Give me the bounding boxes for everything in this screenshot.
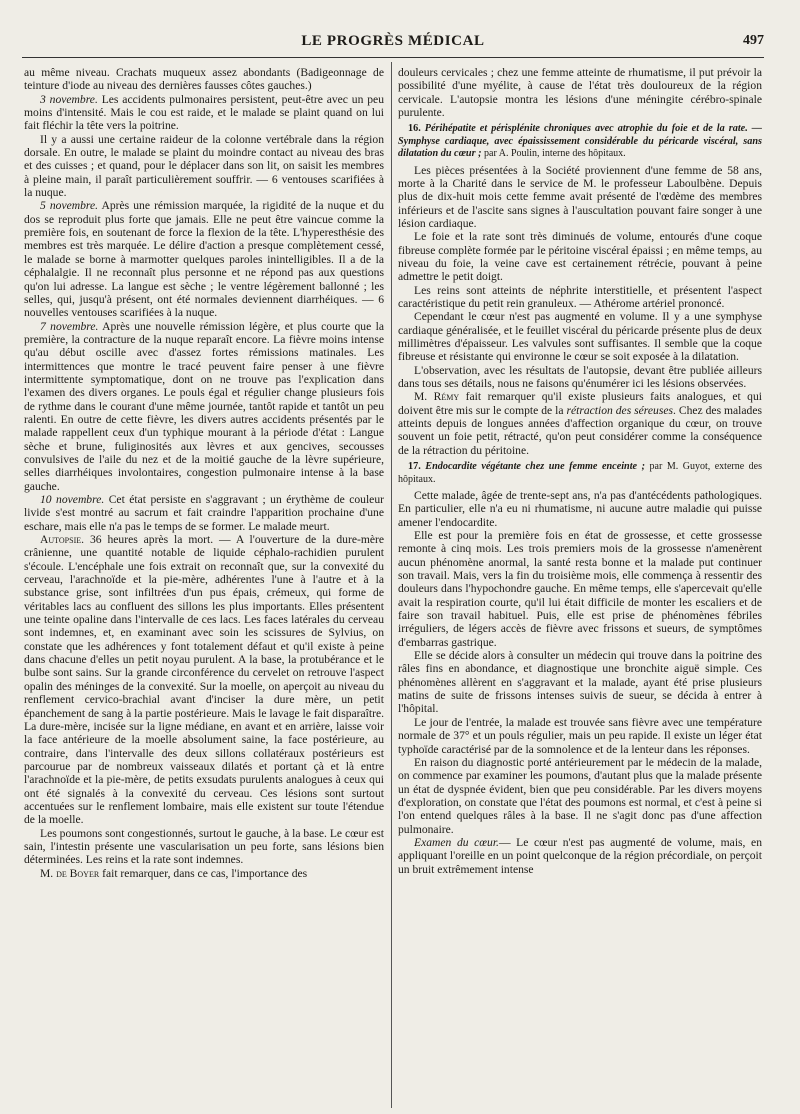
paragraph: En raison du diagnostic porté antérieurement par le médecin de la malade, on commence par examiner les poumons, d'autant plus que la malade présente un état de dyspnée évident, bien que peu considérable. Par les divers moyens d'exploration, on constate que l'état des poumons est normal, et c'est à peine si l'on entend quelques râles à la base. Il ne s'agit donc pas d'une affection pulmonaire. — [398, 755, 762, 836]
paragraph: Elle se décide alors à consulter un médecin qui trouve dans la poitrine des râles fins en abondance, et diagnostique une bronchite aiguë simple. Ces phénomènes allèrent en s'aggravant et la malade, ayant été prise plusieurs matins de suite de frissons intenses suivis de sueur, se décida à entrer à l'hôpital. — [398, 649, 762, 716]
autopsy-label: Autopsie. — [40, 533, 85, 547]
column-divider — [391, 62, 392, 1108]
speaker-name: M. de Boyer — [40, 866, 100, 880]
section-number: 16. — [408, 123, 421, 135]
section-title: Endocardite végétante chez une femme enceinte ; — [420, 461, 646, 473]
left-column — [24, 66, 384, 1106]
paragraph: Les pièces présentées à la Société proviennent d'une femme de 58 ans, morte à la Charité dans le service de M. le professeur Laboulbène. Depuis plus de dix-huit mois cette femme avait présenté de l'œdème des membres inférieurs et de l'ascite sans signes à l'auscultation pouvant faire songer à une lésion cardiaque. — [398, 163, 762, 230]
section-number: 17. — [408, 461, 421, 473]
section-title: Périhépatite et périsplénite chroniques avec atrophie du foie et de la rate. — Symphyse cardiaque, avec épaississement considérable du péricarde viscéral, sans dilatation du cœur ; — [398, 123, 762, 160]
section-heading-17 — [398, 461, 762, 486]
date-label: 7 novembre. — [40, 319, 99, 333]
paragraph — [24, 533, 384, 827]
paragraph-text: . Chez des malades atteints depuis de longues années d'affection organique du cœur, on trouve souvent un foie petit, rétracté, qu'on peut considérer comme la conséquence de la rétraction du péritoine. — [398, 403, 762, 457]
date-label: 5 novembre. — [40, 199, 99, 213]
section-heading-16 — [398, 123, 762, 160]
paragraph — [24, 493, 384, 533]
subsection-label: Examen du cœur. — [414, 835, 499, 849]
date-label: 10 novembre. — [40, 493, 105, 506]
paragraph — [398, 836, 762, 876]
paragraph — [24, 867, 384, 880]
paragraph: Cette malade, âgée de trente-sept ans, n'a pas d'antécédents pathologiques. En particulier, elle n'a eu ni rhumatisme, ni aucune autre maladie qui puisse amener l'endocardite. — [398, 488, 762, 529]
paragraph: Les poumons sont congestionnés, surtout le gauche, à la base. Le cœur est sain, l'intestin présente une vascularisation un peu forte, sans lésions bien déterminées. Les reins et la rate sont indemnes. — [24, 826, 384, 867]
section-author: par M. Guyot, externe des hôpitaux. — [398, 461, 762, 485]
paragraph-text: fait remarquer, dans ce cas, l'importance des — [99, 866, 308, 880]
paragraph: L'observation, avec les résultats de l'autopsie, devant être publiée ailleurs dans tous ses détails, nous ne faisons qu'énumérer ici les lésions observées. — [398, 363, 762, 391]
running-header — [22, 33, 764, 58]
paragraph: Le jour de l'entrée, la malade est trouvée sans fièvre avec une température normale de 37° et un pouls régulier, mais un peu rapide. Il existe un léger état typhoïde caractérisé par de la somnolence et de la lenteur dans les réponses. — [398, 715, 762, 756]
paragraph: douleurs cervicales ; chez une femme atteinte de rhumatisme, il put prévoir la possibilité d'une myélite, à cause de l'état très douloureux de la région cervicale. L'autopsie montra les lésions d'une méningite cérébro-spinale purulente. — [398, 66, 762, 120]
page-number: 497 — [743, 33, 764, 48]
paragraph — [398, 390, 762, 457]
date-label: 3 novembre. — [40, 92, 98, 106]
paragraph: Les reins sont atteints de néphrite interstitielle, et présentent l'aspect caractéristique du petit rein granuleux. — Athérome artériel prononcé. — [398, 283, 762, 311]
journal-title: LE PROGRÈS MÉDICAL — [301, 33, 485, 49]
paragraph-text: Cet état persiste en s'aggravant ; un érythème de couleur livide s'est montré au sacrum et fait craindre l'apparition prochaine d'une eschare, mais elle n'a pas le temps de se former. Le malade meurt. — [24, 493, 384, 533]
paragraph-text: Après une nouvelle rémission légère, et plus courte que la première, la contracture de la nuque reparaît encore. La fièvre moins intense qu'au début oscille avec d'assez fortes rémissions matinales. Les intermittences que montre le tracé peuvent faire penser à une fièvre intermittente symptomatique, dont on ne trouve pas l'explication dans l'examen des divers organes. Le pouls égal et régulier change plusieurs fois de rythme dans le courant d'une même journée, tantôt rapide et tantôt un peu ralenti. En outre de cette fièvre, les divers autres accidents présentés par le malade rappellent ceux d'un typhique mourant à la période d'état : Langue sèche et brune, fuliginosités aux lèvres et aux gencives, secousses convulsives de l'aile du nez et de la moitié gauche de la lèvre supérieure, selles diarrhéiques involontaires, congestion pulmonaire intense à la base gauche. — [24, 319, 384, 493]
paragraph-text: fait remarquer qu'il existe plusieurs faits analogues, et qui doivent être mis sur le compte de la — [398, 390, 762, 417]
paragraph-text: — Le cœur n'est pas augmenté de volume, mais, en appliquant l'oreille en un point quelconque de la région précordiale, on perçoit un bruit extrêmement intense — [398, 835, 762, 876]
paragraph: Cependant le cœur n'est pas augmenté en volume. Il y a une symphyse cardiaque généralisée, et le feuillet viscéral du péricarde présente plus de deux millimètres d'épaisseur. Les valvules sont suffisantes. Il semble que la coque fibreuse et résistante qui environne le cœur se soit exposée à la dilatation. — [398, 310, 762, 364]
paragraph-text: 36 heures après la mort. — A l'ouverture de la dure-mère crânienne, une quantité notable de liquide céphalo-rachidien purulent s'écoule. L'encéphale une fois extrait on reconnaît que, sur la convexité du cerveau, l'arachnoïde et la pie-mère, adhérentes l'une à l'autre et à la substance grise, sont infiltrées d'un pus épais, crémeux, qui forme de véritables lacs au confluent des sillons les plus importants. Elles présentent une teinte opaline dans l'intervalle de ces lacs. Les faces latérales du cerveau sont indemnes, et, en examinant avec soin les scissures de Sylvius, on constate que les adhérences y font totalement défaut et qu'il existe à peine dans chacune d'elles un petit noyau purulent. A la base, la protubérance et le bulbe sont sains. Sur la grande circonférence du cervelet on retrouve l'aspect opalin des méninges de la convexité. Sur la moelle, on aperçoit au niveau du renflement cervico-brachial avant d'inciser la dure mère, un petit épanchement de sang à la partie postérieure. Mais le lavage le fait disparaître. La dure-mère, incisée sur la ligne médiane, en avant et en arrière, laisse voir la face antérieure de la moelle absolument saine, la face postérieure, au contraire, dans l'intervalle des deux sillons collatéraux postérieurs est parcourue par de nombreux vaisseaux dilatés et portant çà et là entre l'arachnoïde et la pie-mère, de petits exsudats purulents analogues à ceux qui ont été signalés à la convexité du cerveau. Ces lésions sont surtout accentuées sur le renflement lombaire, mais elle existent sur toute l'étendue de la moelle. — [24, 533, 384, 827]
emphasis-text: rétraction des séreuses — [566, 403, 674, 417]
paragraph: au même niveau. Crachats muqueux assez abondants (Badigeonnage de teinture d'iode au niveau des dernières fausses côtes gauches.) — [24, 66, 384, 93]
paragraph — [24, 93, 384, 133]
paragraph — [24, 199, 384, 319]
paragraph: Le foie et la rate sont très diminués de volume, entourés d'une coque fibreuse complète formée par le péritoine viscéral épaissi ; en même temps, au niveau du foie, la veine cave est certainement rétrécie, pouvant à peine admettre le petit doigt. — [398, 230, 762, 284]
speaker-name: M. Rémy — [414, 390, 460, 404]
right-column — [398, 66, 762, 1106]
paragraph: Elle est pour la première fois en état de grossesse, et cette grossesse remonte à cinq mois. Les trois premiers mois de la grossesse n'amenèrent aucun phénomène anormal, la santé resta bonne et la malade put continuer son travail. Mais, vers la fin du troisième mois, elle commença à ressentir des douleurs dans l'hypochondre gauche. En même temps, elle s'apercevait qu'elle avait la respiration courte, qu'il lui était difficile de monter les escaliers et de faire son travail habituel. Puis, elle est prise de phénomènes fébriles irréguliers, de légers accès de fièvre avec frissons et sueurs, de symptômes d'embarras gastrique. — [398, 529, 762, 649]
paragraph-text: Les accidents pulmonaires persistent, peut-être avec un peu moins d'intensité. Mais le cou est raide, et le malade se plaint quand on lui fait fléchir la tête vers la poitrine. — [24, 92, 384, 133]
paragraph: Il y a aussi une certaine raideur de la colonne vertébrale dans la région dorsale. En outre, le malade se plaint du moindre contact au niveau des bras et des cuisses ; et quand, pour le déplacer dans son lit, on saisit les membres à pleine main, il paraît particulièrement souffrir. — 6 ventouses scarifiées à la nuque. — [24, 132, 384, 200]
paragraph-text: Après une rémission marquée, la rigidité de la nuque et du dos se reproduit plus forte que jamais. Elle ne peut être vaincue comme la première fois, en soutenant de force la flexion de la tête. L'hyperesthésie des membres est très marquée. Le délire d'action a presque complètement cessé, le malade se borne à marmotter quelques paroles inintelligibles. Il a de la céphalalgie. Il ne reconnaît plus personne et ne répond pas aux questions qu'on lui adresse. La langue est sèche ; le ventre légèrement ballonné ; les selles, qui, jusqu'à présent, ont été normales deviennent diarrhéiques. — 6 nouvelles ventouses scarifiées à la nuque. — [24, 199, 384, 320]
paragraph — [24, 320, 384, 493]
section-author: par A. Poulin, interne des hôpitaux. — [481, 148, 626, 160]
